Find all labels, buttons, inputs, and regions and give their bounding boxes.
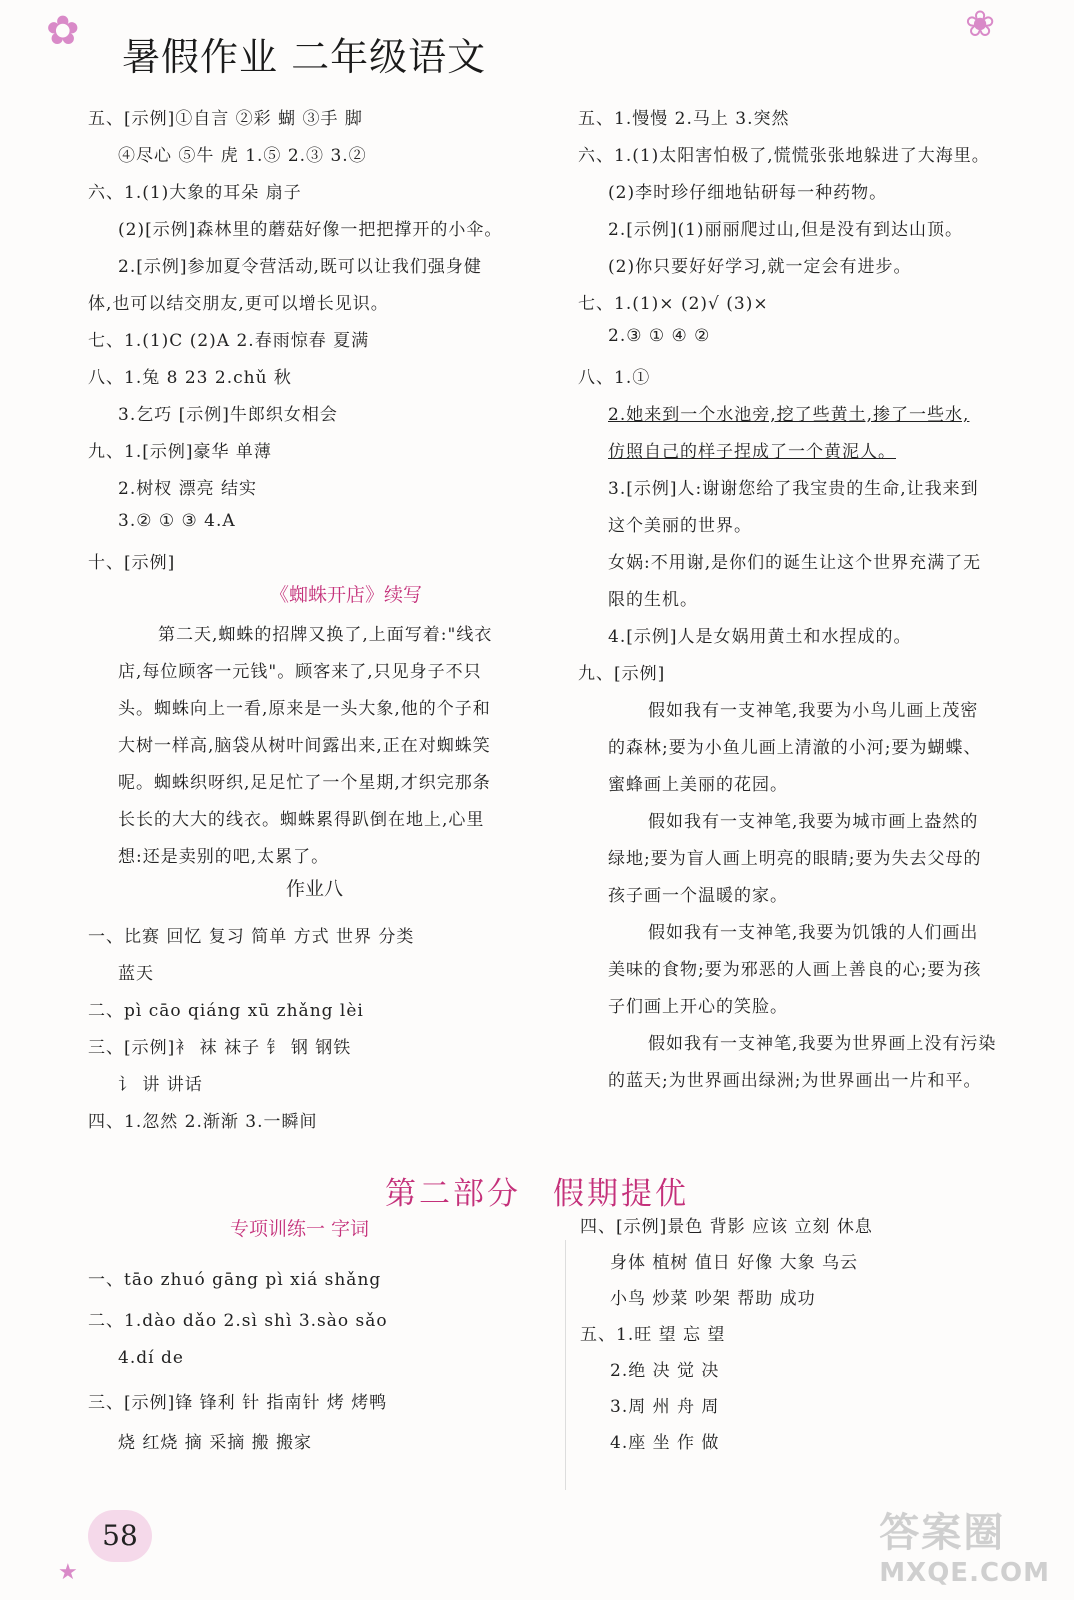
right-line: 假如我有一支神笔,我要为城市画上盎然的 <box>648 812 979 832</box>
left-line: 3.乞巧 [示例]牛郎织女相会 <box>118 405 338 425</box>
bottom_left-line: 三、[示例]锋 锋利 针 指南针 烤 烤鸭 <box>88 1393 388 1413</box>
right-line: 八、1.① <box>578 368 651 388</box>
bottom_right-line: 五、1.旺 望 忘 望 <box>580 1325 726 1345</box>
right-line: 九、[示例] <box>578 664 666 684</box>
left-line: 店,每位顾客一元钱"。顾客来了,只见身子不只 <box>118 662 482 682</box>
right-line: 的蓝天;为世界画出绿洲;为世界画出一片和平。 <box>608 1071 982 1091</box>
flower-decoration-icon: ✿ <box>46 8 80 54</box>
left-line: 3.② ① ③ 4.A <box>118 511 236 531</box>
page-header-title: 暑假作业 二年级语文 <box>122 35 487 79</box>
homework8-subtitle: 作业八 <box>286 878 344 900</box>
right-line: 3.[示例]人:谢谢您给了我宝贵的生命,让我来到 <box>608 479 979 499</box>
bottom_left-line: 烧 红烧 摘 采摘 搬 搬家 <box>118 1433 313 1453</box>
watermark-url: MXQE.COM <box>879 1558 1050 1588</box>
left-line: 2.树杈 漂亮 结实 <box>118 479 258 499</box>
right-line: 绿地;要为盲人画上明亮的眼睛;要为失去父母的 <box>608 849 982 869</box>
right-line: 假如我有一支神笔,我要为世界画上没有污染 <box>648 1034 997 1054</box>
right-line: (2)你只要好好学习,就一定会有进步。 <box>608 257 912 277</box>
left-line: 七、1.(1)C (2)A 2.春雨惊春 夏满 <box>88 331 370 351</box>
section-name: 假期提优 <box>553 1176 689 1212</box>
watermark-main: 答案圈 <box>879 1510 1006 1556</box>
right-line: 2.③ ① ④ ② <box>608 326 711 346</box>
bottom_left-line: 4.dí de <box>118 1348 184 1368</box>
star-decoration-icon: ★ <box>58 1560 78 1585</box>
left-line: 呢。蜘蛛织呀织,足足忙了一个星期,才织完那条 <box>118 773 491 793</box>
left-line: 四、1.忽然 2.渐渐 3.一瞬间 <box>88 1112 318 1132</box>
bottom_right-line: 4.座 坐 作 做 <box>610 1433 720 1453</box>
right-line: 蜜蜂画上美丽的花园。 <box>608 775 788 795</box>
bottom_right-line: 小鸟 炒菜 吵架 帮助 成功 <box>610 1289 816 1309</box>
left-line: 六、1.(1)大象的耳朵 扇子 <box>88 183 302 203</box>
bottom_right-line: 四、[示例]景色 背影 应该 立刻 休息 <box>580 1217 873 1237</box>
story-subtitle: 《蜘蛛开店》续写 <box>270 584 423 606</box>
left-line: ④尽心 ⑤牛 虎 1.⑤ 2.③ 3.② <box>118 146 367 166</box>
left-line: 讠 讲 讲话 <box>118 1075 203 1095</box>
left-line: (2)[示例]森林里的蘑菇好像一把把撑开的小伞。 <box>118 220 503 240</box>
section-part: 第二部分 <box>385 1176 521 1212</box>
right-line: 假如我有一支神笔,我要为小鸟儿画上茂密 <box>648 701 979 721</box>
flower-decoration-icon: ❀ <box>965 4 996 45</box>
training-subtitle: 专项训练一 字词 <box>230 1218 370 1240</box>
right-line: 2.[示例](1)丽丽爬过山,但是没有到达山顶。 <box>608 220 963 240</box>
watermark <box>879 1501 1050 1588</box>
left-line: 2.[示例]参加夏令营活动,既可以让我们强身健 <box>118 257 482 277</box>
right-line: 的森林;要为小鱼儿画上清澈的小河;要为蝴蝶、 <box>608 738 982 758</box>
right-line: 这个美丽的世界。 <box>608 516 752 536</box>
left-line: 一、比赛 回忆 复习 简单 方式 世界 分类 <box>88 927 415 947</box>
left-line: 头。蜘蛛向上一看,原来是一头大象,他的个子和 <box>118 699 491 719</box>
bottom_left-line: 一、tāo zhuó gāng pì xiá shǎng <box>88 1270 382 1290</box>
left-line: 九、1.[示例]豪华 单薄 <box>88 442 272 462</box>
left-line: 大树一样高,脑袋从树叶间露出来,正在对蜘蛛笑 <box>118 736 491 756</box>
right-line: 五、1.慢慢 2.马上 3.突然 <box>578 109 790 129</box>
bottom_right-line: 3.周 州 舟 周 <box>610 1397 720 1417</box>
right-line: 子们画上开心的笑脸。 <box>608 997 788 1017</box>
left-line: 长长的大大的线衣。蜘蛛累得趴倒在地上,心里 <box>118 810 485 830</box>
left-line: 第二天,蜘蛛的招牌又换了,上面写着:"线衣 <box>158 625 493 645</box>
right-line: 假如我有一支神笔,我要为饥饿的人们画出 <box>648 923 979 943</box>
column-divider <box>565 1240 566 1490</box>
right-line: 2.她来到一个水池旁,挖了些黄土,掺了一些水, <box>608 405 970 425</box>
bottom_right-line: 身体 植树 值日 好像 大象 乌云 <box>610 1253 859 1273</box>
left-line: 体,也可以结交朋友,更可以增长见识。 <box>88 294 389 314</box>
bottom_right-line: 2.绝 决 觉 决 <box>610 1361 720 1381</box>
right-line: 4.[示例]人是女娲用黄土和水捏成的。 <box>608 627 912 647</box>
left-line: 三、[示例]衤 袜 袜子 钅 钢 钢铁 <box>88 1038 352 1058</box>
left-line: 二、pì cāo qiáng xū zhǎng lèi <box>88 1001 364 1021</box>
section-title <box>0 1168 1074 1213</box>
left-line: 想:还是卖别的吧,太累了。 <box>118 847 330 867</box>
right-line: 美味的食物;要为邪恶的人画上善良的心;要为孩 <box>608 960 982 980</box>
right-line: 孩子画一个温暖的家。 <box>608 886 788 906</box>
left-line: 蓝天 <box>118 964 154 984</box>
right-line: 七、1.(1)× (2)√ (3)× <box>578 294 769 314</box>
left-line: 十、[示例] <box>88 553 176 573</box>
right-line: 限的生机。 <box>608 590 698 610</box>
right-line: (2)李时珍仔细地钻研每一种药物。 <box>608 183 888 203</box>
page-number: 58 <box>88 1510 152 1562</box>
left-line: 八、1.兔 8 23 2.chǔ 秋 <box>88 368 292 388</box>
bottom_left-line: 二、1.dào dǎo 2.sì shì 3.sào sǎo <box>88 1311 388 1331</box>
right-line: 六、1.(1)太阳害怕极了,慌慌张张地躲进了大海里。 <box>578 146 990 166</box>
right-line: 仿照自己的样子捏成了一个黄泥人。 <box>608 442 896 462</box>
right-line: 女娲:不用谢,是你们的诞生让这个世界充满了无 <box>608 553 982 573</box>
left-line: 五、[示例]①自言 ②彩 蝴 ③手 脚 <box>88 109 363 129</box>
